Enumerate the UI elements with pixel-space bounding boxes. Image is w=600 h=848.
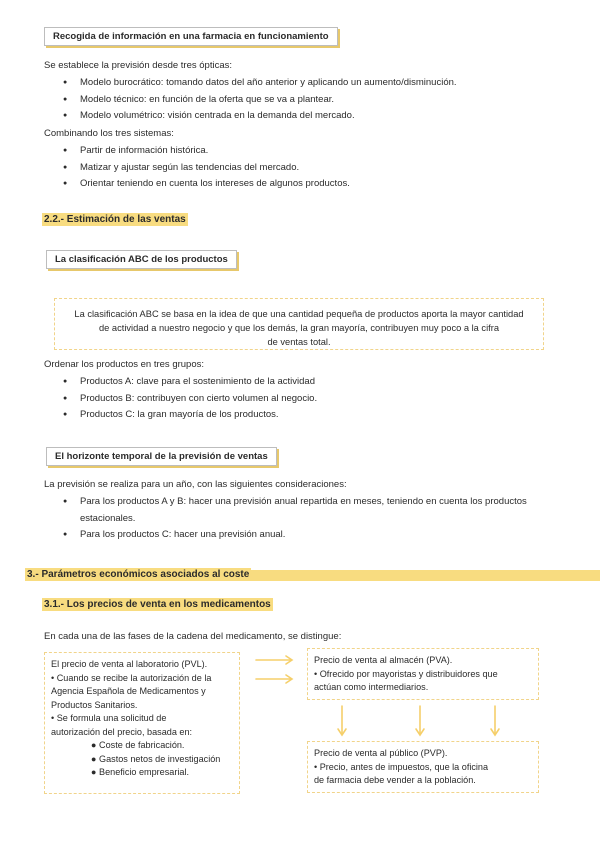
section-heading-2-2: 2.2.- Estimación de las ventas [44, 214, 186, 225]
list-item: ● Partir de información histórica. [63, 143, 350, 160]
pvp-line: • Precio, antes de impuestos, que la oficina [314, 761, 489, 772]
arrow-right-icon [256, 675, 292, 683]
pva-line: • Ofrecido por mayoristas y distribuidores que [314, 668, 498, 679]
list-item: ● Matizar y ajustar según las tendencias del mercado. [63, 160, 350, 177]
quote-line: de ventas total. [267, 337, 331, 347]
list-item: ● Modelo volumétrico: visión centrada en la demanda del mercado. [63, 108, 457, 125]
order-intro: Ordenar los productos en tres grupos: [44, 359, 205, 370]
list-item: ● Modelo técnico: en función de la oferta que se va a plantear. [63, 92, 457, 109]
quote-line: de actividad a nuestro negocio y que los demás, la gran mayoría, contribuyen muy poco a la cifra [99, 323, 499, 333]
list-item: ● Productos C: la gran mayoría de los productos. [63, 407, 317, 424]
list-item: ● Productos A: clave para el sostenimiento de la actividad [63, 374, 317, 391]
section-box-title: Recogida de información en una farmacia en funcionamiento [44, 27, 338, 46]
pvl-line: Productos Sanitarios. [51, 699, 138, 710]
list-item: ● Beneficio empresarial. [91, 767, 190, 777]
list-item: ● Modelo burocrático: tomando datos del año anterior y aplicando un aumento/disminución. [63, 75, 457, 92]
list-item: ● Gastos netos de investigación [91, 753, 221, 764]
section-heading-3-1: 3.1.- Los precios de venta en los medicamentos [44, 599, 271, 610]
pva-line: Precio de venta al almacén (PVA). [314, 655, 453, 665]
horizon-box-title: El horizonte temporal de la previsión de ventas [46, 447, 277, 466]
arrow-right-icon [256, 656, 292, 664]
quote-line: La clasificación ABC se basa en la idea de que una cantidad pequeña de productos aporta la mayor cantidad [74, 309, 524, 319]
arrow-down-icon [338, 706, 346, 735]
pvl-line: El precio de venta al laboratorio (PVL). [51, 659, 208, 669]
pvp-line: de farmacia debe vender a la población. [314, 775, 476, 785]
optics-intro: Se establece la previsión desde tres ópticas: [44, 60, 232, 71]
arrow-down-icon [416, 706, 424, 735]
arrow-down-icon [491, 706, 499, 735]
combining-intro: Combinando los tres sistemas: [44, 128, 174, 139]
list-item: ● Para los productos C: hacer una previsión anual. [63, 527, 527, 544]
pvl-line: • Se formula una solicitud de [51, 713, 167, 723]
pvp-line: Precio de venta al público (PVP). [314, 748, 448, 758]
list-item: ● Orientar teniendo en cuenta los intereses de algunos productos. [63, 176, 350, 193]
pvl-line: • Cuando se recibe la autorización de la [51, 672, 212, 683]
section-heading-3: 3.- Parámetros económicos asociados al coste [27, 569, 250, 580]
abc-box-title: La clasificación ABC de los productos [46, 250, 237, 269]
horizon-intro: La previsión se realiza para un año, con las siguientes consideraciones: [44, 479, 347, 490]
list-item: ● Para los productos A y B: hacer una previsión anual repartida en meses, teniendo en cuenta los productos estacionales. [63, 494, 527, 527]
list-item: ● Productos B: contribuyen con cierto volumen al negocio. [63, 391, 317, 408]
chain-intro: En cada una de las fases de la cadena del medicamento, se distingue: [44, 631, 342, 642]
pva-line: actúan como intermediarios. [314, 682, 429, 692]
pvl-line: autorización del precio, basada en: [51, 726, 193, 737]
list-item: ● Coste de fabricación. [91, 740, 185, 750]
pvl-line: Agencia Española de Medicamentos y [51, 686, 206, 696]
